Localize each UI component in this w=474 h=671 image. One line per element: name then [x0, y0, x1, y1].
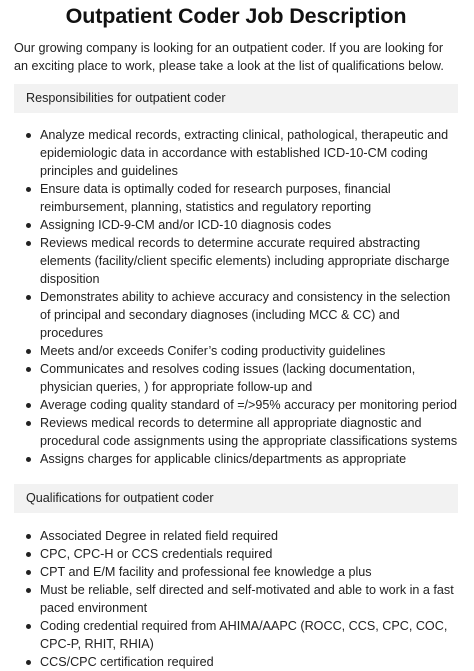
list-item: CPC, CPC-H or CCS credentials required — [14, 545, 458, 563]
page-title: Outpatient Coder Job Description — [65, 4, 407, 28]
list-item: Assigns charges for applicable clinics/departments as appropriate — [14, 450, 458, 468]
list-item: Must be reliable, self directed and self-motivated and able to work in a fast paced environment — [14, 581, 458, 617]
list-item: Reviews medical records to determine accurate required abstracting elements (facility/client specific elements) including appropriate discharge disposition — [14, 234, 458, 288]
qualifications-heading: Qualifications for outpatient coder — [14, 484, 458, 513]
list-item: Associated Degree in related field required — [14, 527, 458, 545]
intro-paragraph: Our growing company is looking for an outpatient coder. If you are looking for an exciting place to work, please take a look at the list of qualifications below. — [14, 41, 444, 73]
list-item: Demonstrates ability to achieve accuracy and consistency in the selection of principal and secondary diagnoses (including MCC & CC) and procedures — [14, 288, 458, 342]
list-item: Communicates and resolves coding issues (lacking documentation, physician queries, ) for appropriate follow-up and — [14, 360, 458, 396]
list-item: CCS/CPC certification required — [14, 653, 458, 671]
qualifications-list — [14, 527, 458, 671]
list-item: Assigning ICD-9-CM and/or ICD-10 diagnosis codes — [14, 216, 458, 234]
list-item: Average coding quality standard of =/>95% accuracy per monitoring period — [14, 396, 458, 414]
list-item: Analyze medical records, extracting clinical, pathological, therapeutic and epidemiologic data in accordance with established ICD-10-CM coding principles and guidelines — [14, 126, 458, 180]
responsibilities-list — [14, 126, 458, 468]
responsibilities-heading: Responsibilities for outpatient coder — [14, 84, 458, 113]
list-item: Ensure data is optimally coded for research purposes, financial reimbursement, planning, statistics and regulatory reporting — [14, 180, 458, 216]
list-item: CPT and E/M facility and professional fee knowledge a plus — [14, 563, 458, 581]
list-item: Reviews medical records to determine all appropriate diagnostic and procedural code assignments using the appropriate classifications systems — [14, 414, 458, 450]
list-item: Meets and/or exceeds Conifer’s coding productivity guidelines — [14, 342, 458, 360]
list-item: Coding credential required from AHIMA/AAPC (ROCC, CCS, CPC, COC, CPC-P, RHIT, RHIA) — [14, 617, 458, 653]
